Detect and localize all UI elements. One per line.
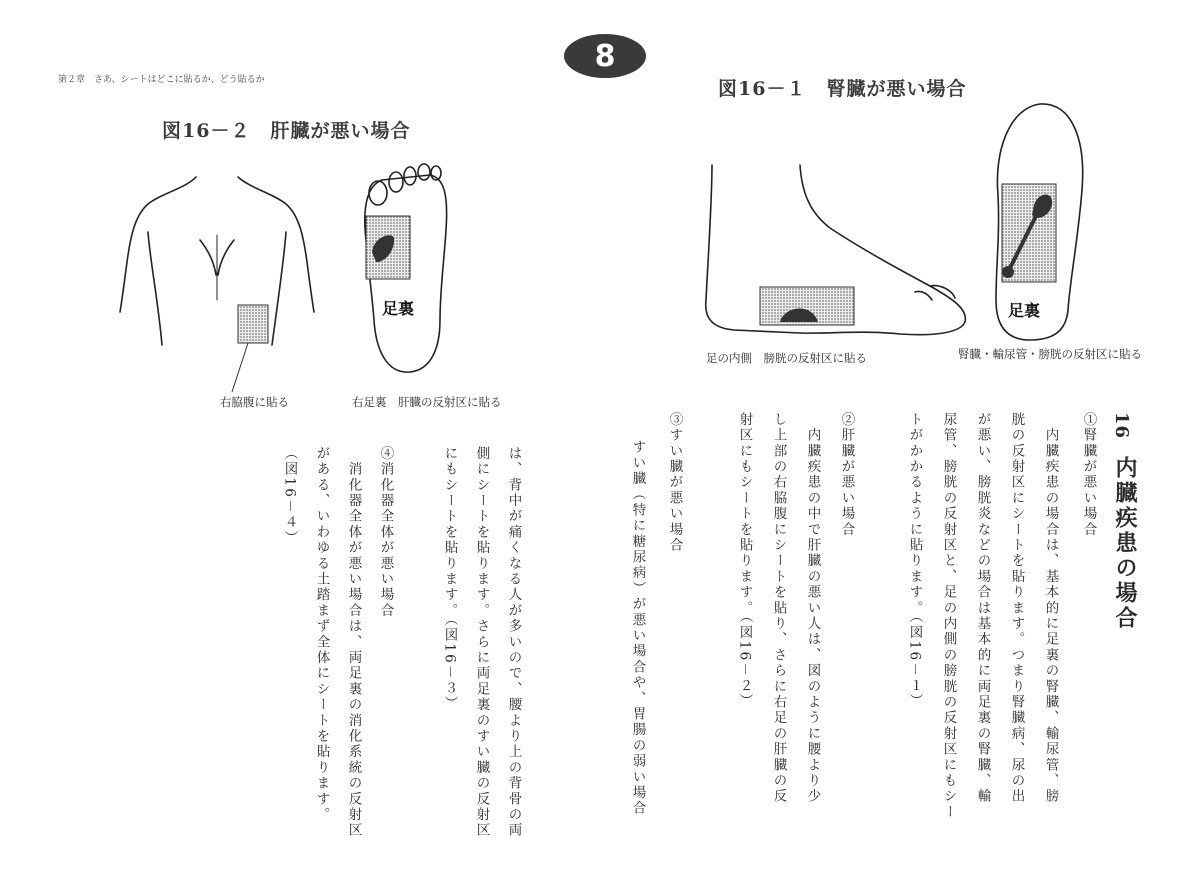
bladder-reflex-dot bbox=[1002, 266, 1014, 278]
text-column: 側にシートを貼ります。さらに両足裏のすい臓の反射区 bbox=[473, 446, 490, 839]
subheading-liver: ②肝臓が悪い場合 bbox=[838, 412, 855, 538]
section-title: 内臓疾患の場合 bbox=[1112, 456, 1138, 631]
caption-sole-kidney: 腎臓・輸尿管・膀胱の反射区に貼る bbox=[958, 347, 1142, 361]
text-column: 内臓疾患の場合は、基本的に足裏の腎臓、輸尿管、膀 bbox=[1042, 412, 1059, 805]
running-head: 第２章 さあ、シートはどこに貼るか、どう貼るか bbox=[58, 75, 265, 85]
subheading-kidney: ①腎臓が悪い場合 bbox=[1080, 412, 1097, 538]
subheading-digestive: ④消化器全体が悪い場合 bbox=[377, 446, 394, 619]
text-column: がある、いわゆる土踏まず全体にシートを貼ります。 bbox=[313, 446, 330, 823]
fig16-1-sole-label: 足裏 bbox=[1008, 301, 1041, 320]
text-column: （図16－４） bbox=[281, 446, 298, 547]
section-number: 16 bbox=[1111, 412, 1132, 440]
figure-16-1-title: 図16－１ 腎臓が悪い場合 bbox=[718, 78, 967, 100]
text-column: にもシートを貼ります。（図16－３） bbox=[441, 446, 458, 713]
text-column: 胱の反射区にシートを貼ります。つまり腎臓病、尿の出 bbox=[1008, 412, 1025, 805]
caption-right-flank: 右脇腹に貼る bbox=[220, 395, 289, 409]
back-patch bbox=[238, 305, 268, 343]
text-column: 射区にもシートを貼ります。（図16－２） bbox=[736, 412, 753, 710]
subheading-pancreas: ③すい臓が悪い場合 bbox=[666, 412, 683, 554]
caption-inner-foot-bladder: 足の内側 膀胱の反射区に貼る bbox=[706, 351, 867, 365]
back-torso-drawing bbox=[120, 177, 314, 345]
fig16-2-sole-label: 足裏 bbox=[382, 299, 415, 318]
text-column: は、背中が痛くなる人が多いので、腰より上の背骨の両 bbox=[505, 446, 522, 839]
text-column: 消化器全体が悪い場合は、両足裏の消化系統の反射区 bbox=[345, 446, 362, 839]
text-column: し上部の右脇腹にシートを貼り、さらに右足の肝臓の反 bbox=[770, 412, 787, 805]
text-column: 内臓疾患の中で肝臓の悪い人は、図のように腰より少 bbox=[804, 412, 821, 805]
page-badge: 8 bbox=[564, 34, 646, 78]
caption-right-sole-liver: 右足裏 肝臓の反射区に貼る bbox=[352, 395, 502, 409]
text-column: すい臓（特に糖尿病）が悪い場合や、胃腸の弱い場合 bbox=[629, 424, 646, 817]
text-column: が悪い、膀胱炎などの場合は基本的に両足裏の腎臓、輸 bbox=[974, 412, 991, 805]
back-leader-line bbox=[232, 343, 248, 392]
figure-16-2-title: 図16－２ 肝臓が悪い場合 bbox=[162, 120, 411, 142]
text-column: トがかかるように貼ります。（図16－１） bbox=[906, 412, 923, 710]
text-column: 尿管、膀胱の反射区と、足の内側の膀胱の反射区にもシー bbox=[940, 412, 957, 821]
